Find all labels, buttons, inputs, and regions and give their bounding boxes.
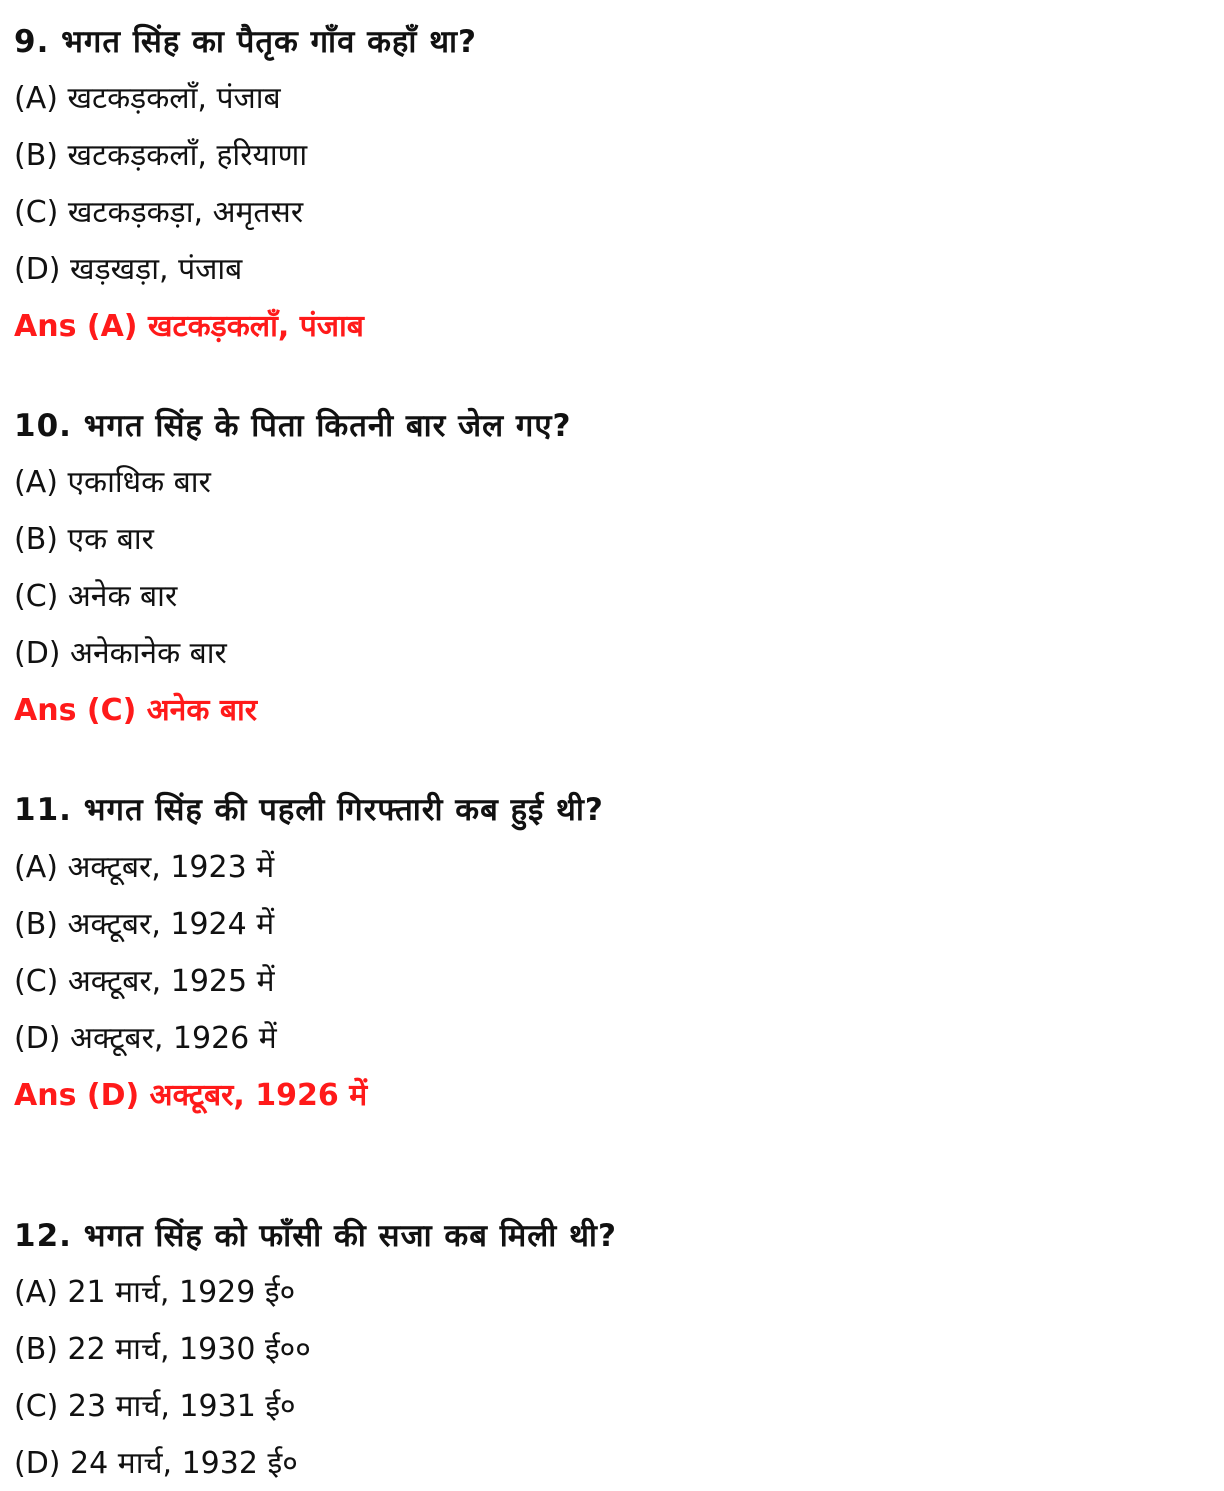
question-11-title: 11. भगत सिंह की पहली गिरफ्तारी कब हुई थी?	[14, 792, 604, 828]
question-12-option-d: (D) 24 मार्च, 1932 ई०	[14, 1446, 298, 1481]
question-11-option-d: (D) अक्टूबर, 1926 में	[14, 1021, 277, 1056]
question-12-option-b: (B) 22 मार्च, 1930 ई००	[14, 1332, 311, 1367]
question-9-option-d: (D) खड़खड़ा, पंजाब	[14, 252, 243, 287]
question-10-option-c: (C) अनेक बार	[14, 579, 178, 614]
question-11-option-b: (B) अक्टूबर, 1924 में	[14, 907, 275, 942]
question-11-option-c: (C) अक्टूबर, 1925 में	[14, 964, 275, 999]
question-9-option-c: (C) खटकड़कड़ा, अमृतसर	[14, 195, 304, 230]
question-10-option-d: (D) अनेकानेक बार	[14, 636, 227, 671]
question-9-option-a: (A) खटकड़कलाँ, पंजाब	[14, 81, 281, 116]
question-10-option-b: (B) एक बार	[14, 522, 154, 557]
question-11-answer: Ans (D) अक्टूबर, 1926 में	[14, 1078, 368, 1113]
question-9-answer: Ans (A) खटकड़कलाँ, पंजाब	[14, 309, 364, 344]
question-9-option-b: (B) खटकड़कलाँ, हरियाणा	[14, 138, 308, 173]
question-10-option-a: (A) एकाधिक बार	[14, 465, 211, 500]
question-10-title: 10. भगत सिंह के पिता कितनी बार जेल गए?	[14, 408, 572, 444]
question-10-answer: Ans (C) अनेक बार	[14, 693, 257, 728]
question-12-option-a: (A) 21 मार्च, 1929 ई०	[14, 1275, 296, 1310]
question-11-option-a: (A) अक्टूबर, 1923 में	[14, 850, 275, 885]
question-12-option-c: (C) 23 मार्च, 1931 ई०	[14, 1389, 296, 1424]
question-9-title: 9. भगत सिंह का पैतृक गाँव कहाँ था?	[14, 24, 478, 60]
question-12-title: 12. भगत सिंह को फाँसी की सजा कब मिली थी?	[14, 1218, 617, 1254]
